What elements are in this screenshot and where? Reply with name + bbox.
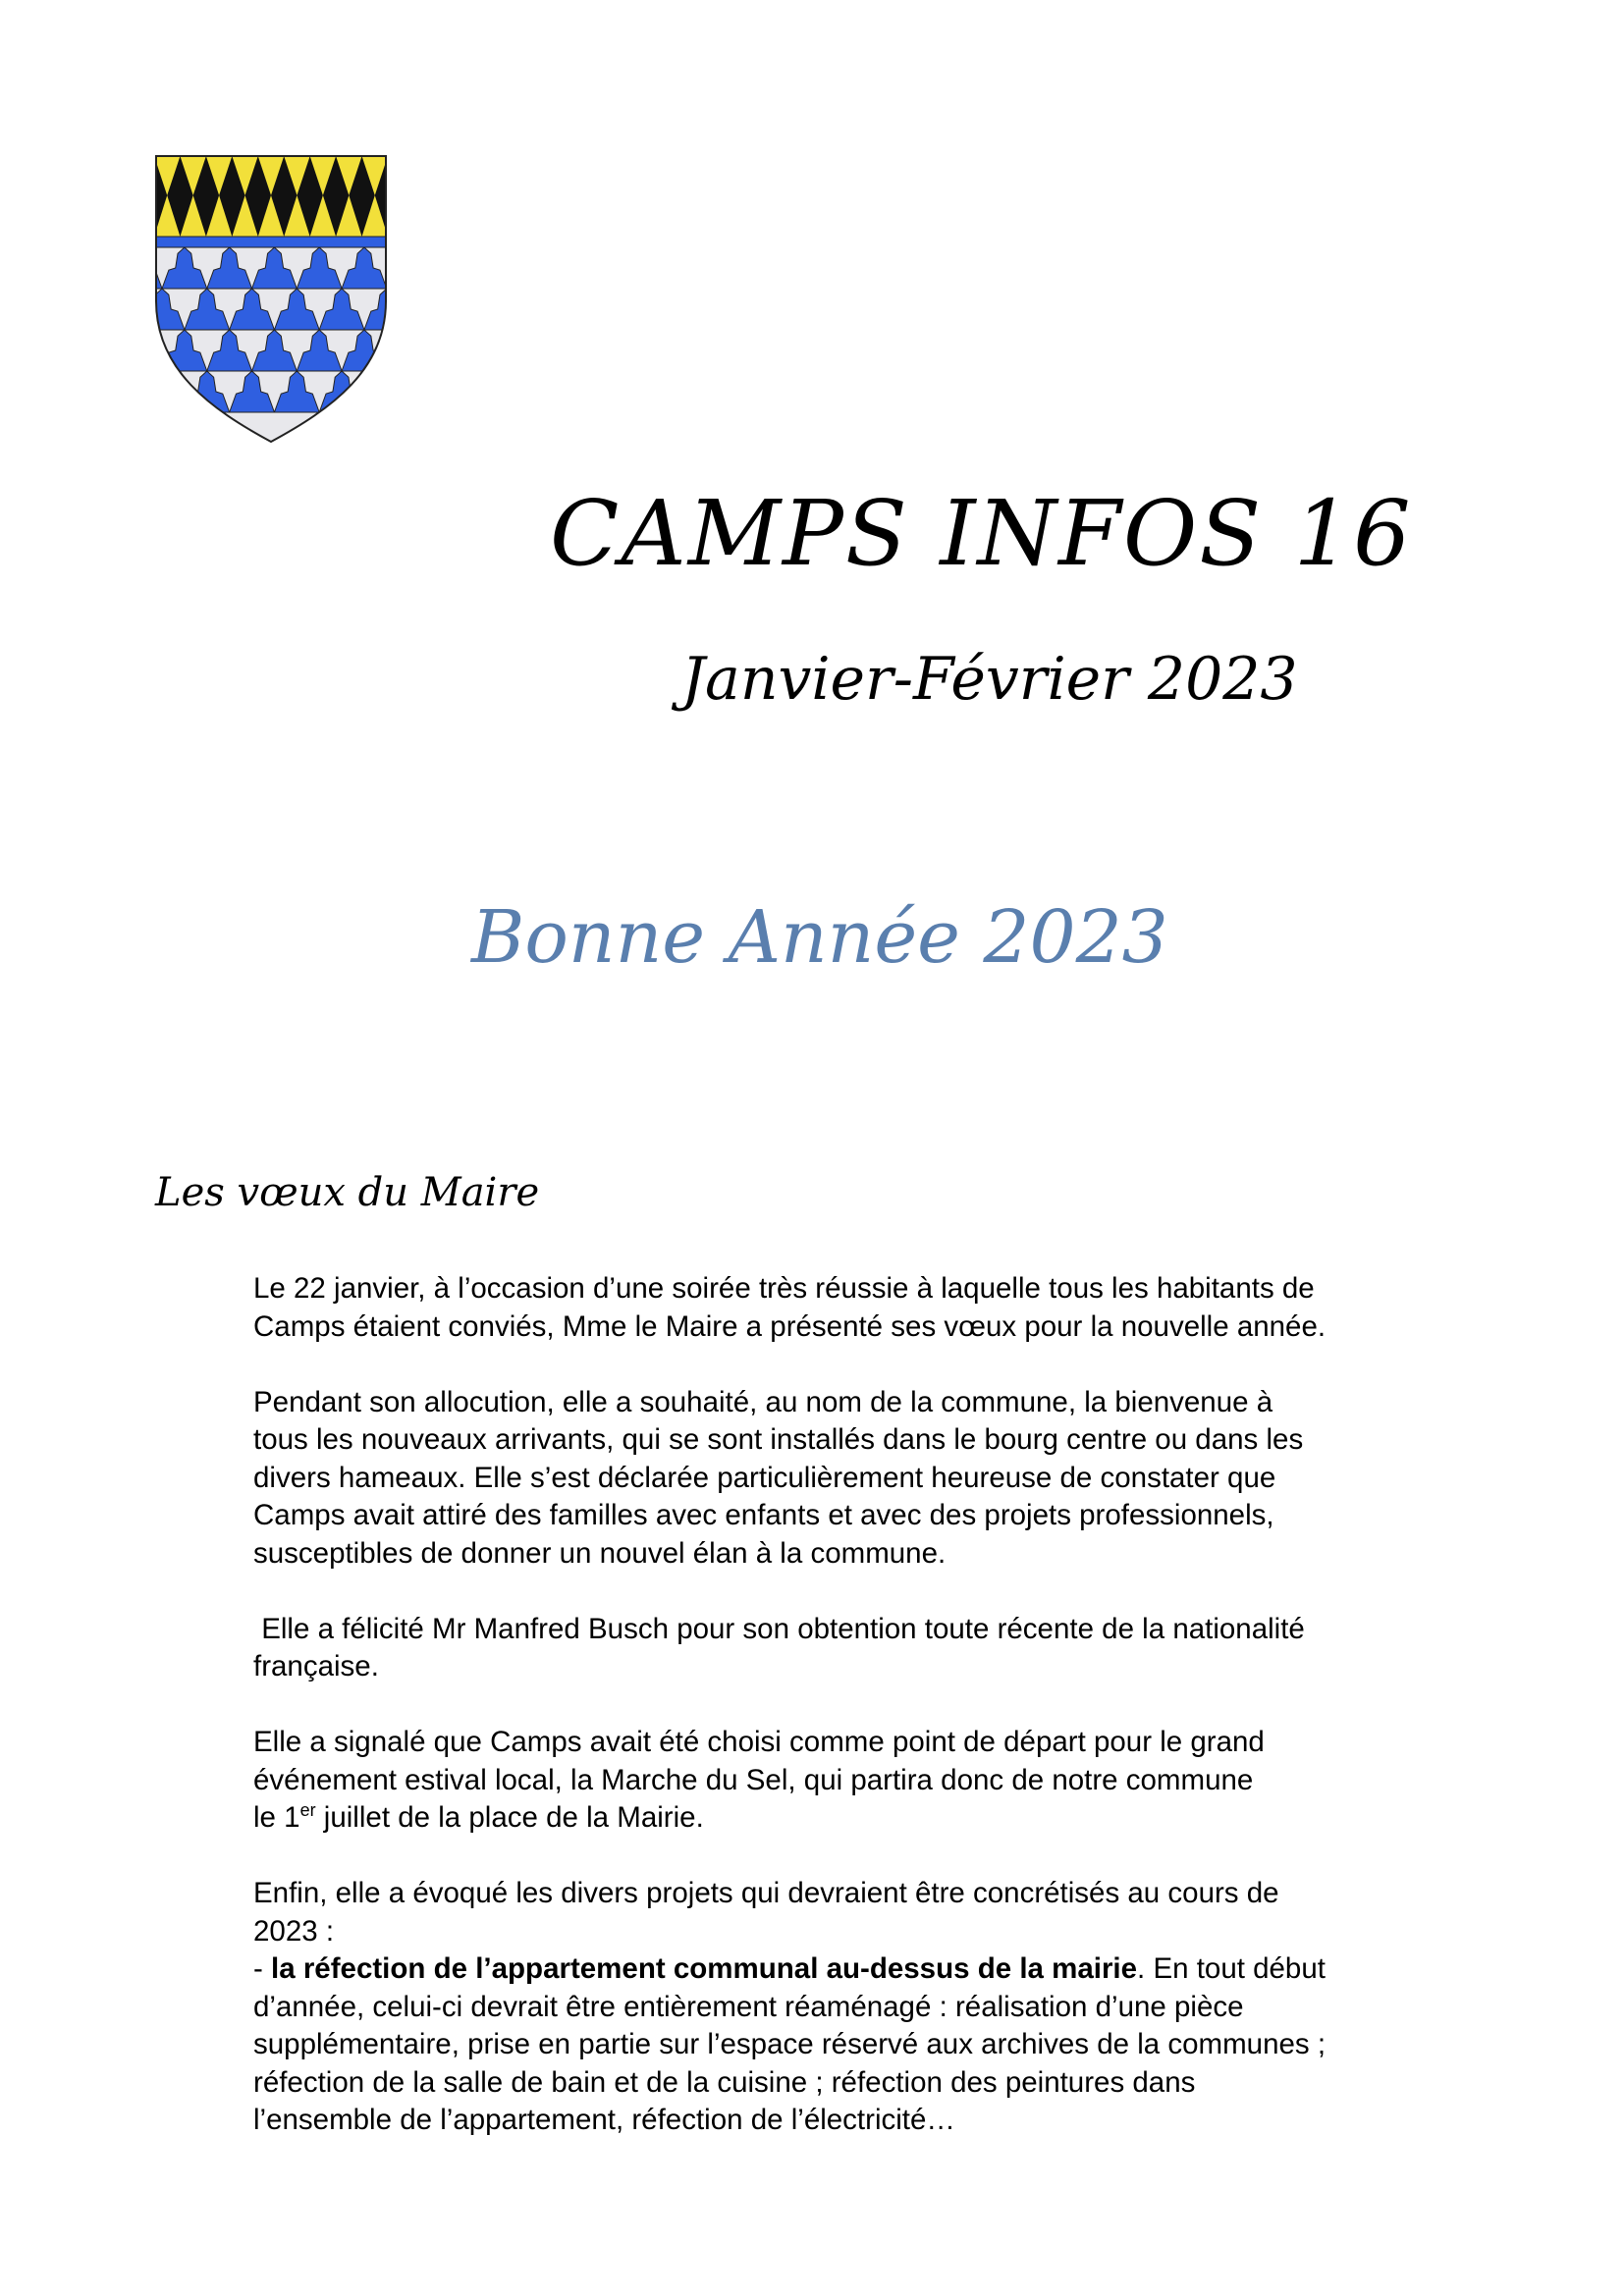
text-line: Le 22 janvier, à l’occasion d’une soirée très réussie à laquelle tous les habitants de — [253, 1272, 1315, 1305]
new-year-greeting: Bonne Année 2023 — [471, 895, 1168, 980]
paragraph-3 — [253, 1611, 1490, 1686]
text-fragment: le 1 — [253, 1801, 300, 1834]
paragraph-1 — [253, 1270, 1490, 1346]
text-line: l’ensemble de l’appartement, réfection de l’électricité… — [253, 2104, 955, 2136]
bullet-bold-title: la réfection de l’appartement communal au-dessus de la mairie — [271, 1952, 1138, 1985]
text-line: 2023 : — [253, 1914, 335, 1948]
issue-date: Janvier-Février 2023 — [681, 645, 1298, 714]
text-line: susceptibles de donner un nouvel élan à la commune. — [253, 1536, 947, 1570]
vair-bell-shape — [364, 371, 388, 412]
text-line: Enfin, elle a évoqué les divers projets qui devraient être concrétisés au cours de — [253, 1877, 1279, 1909]
section-heading: Les vœux du Maire — [155, 1170, 540, 1215]
text-fragment: . En tout début — [1137, 1952, 1326, 1985]
text-line: supplémentaire, prise en partie sur l’espace réservé aux archives de la communes ; — [253, 2028, 1326, 2060]
text-line: Elle a félicité Mr Manfred Busch pour son obtention toute récente de la nationalité — [253, 1612, 1305, 1645]
text-line — [253, 1799, 1490, 1838]
text-line: française. — [253, 1650, 379, 1682]
newsletter-title: CAMPS INFOS 16 — [550, 481, 1413, 586]
ordinal-superscript: er — [299, 1800, 316, 1821]
vair-bell-shape — [154, 371, 185, 412]
text-line: réfection de la salle de bain et de la cuisine ; réfection des peintures dans — [253, 2065, 1196, 2099]
paragraph-4 — [253, 1724, 1490, 1838]
paragraph-5 — [253, 1875, 1490, 2140]
vair-band — [154, 237, 388, 247]
bullet-dash: - — [253, 1952, 272, 1985]
text-line: tous les nouveaux arrivants, qui se sont installés dans le bourg centre ou dans les — [253, 1423, 1304, 1456]
bullet-line — [253, 1950, 1490, 1989]
text-line: Camps avait attiré des familles avec enfants et avec des projets professionnels, — [253, 1499, 1274, 1531]
text-line: événement estival local, la Marche du Sel, qui partira donc de notre commune — [253, 1763, 1254, 1796]
coat-of-arms-logo — [154, 154, 388, 444]
text-line: Pendant son allocution, elle a souhaité, au nom de la commune, la bienvenue à — [253, 1385, 1273, 1418]
text-fragment: juillet de la place de la Mairie. — [315, 1801, 704, 1834]
text-line: Elle a signalé que Camps avait été choisi comme point de départ pour le grand — [253, 1726, 1265, 1758]
text-line: d’année, celui-ci devrait être entièrement réaménagé : réalisation d’une pièce — [253, 1990, 1244, 2023]
vair-bell-shape — [387, 247, 388, 289]
text-line: Camps étaient conviés, Mme le Maire a présenté ses vœux pour la nouvelle année. — [253, 1309, 1326, 1343]
vair-bell-shape — [387, 330, 388, 371]
text-line: divers hameaux. Elle s’est déclarée particulièrement heureuse de constater que — [253, 1461, 1276, 1494]
paragraph-2 — [253, 1384, 1490, 1574]
article-body — [253, 1270, 1490, 2177]
